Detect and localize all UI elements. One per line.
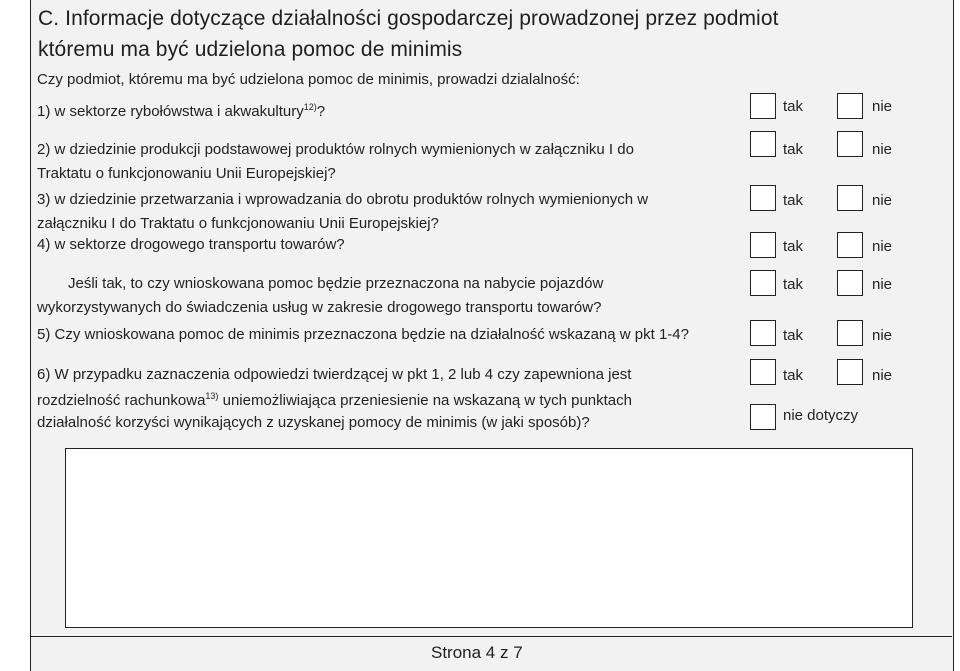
q3-yes-label: tak: [783, 192, 804, 209]
q4-yes-checkbox[interactable]: [750, 232, 776, 258]
question-2-line2: Traktatu o funkcjonowaniu Unii Europejskiej?: [37, 165, 336, 182]
question-4: 4) w sektorze drogowego transportu towarów?: [37, 236, 345, 253]
question-1-text: 1) w sektorze rybołówstwa i akwakultury: [37, 103, 304, 120]
page-number: Strona 4 z 7: [431, 643, 523, 662]
q2-yes-checkbox[interactable]: [750, 131, 776, 157]
question-1-suffix: ?: [316, 103, 326, 120]
q4a-yes-checkbox[interactable]: [750, 270, 776, 296]
q5-yes-label: tak: [783, 327, 804, 344]
question-5: 5) Czy wnioskowana pomoc de minimis przeznaczona będzie na działalność wskazaną w pkt 1-4?: [37, 326, 689, 343]
q1-no-checkbox[interactable]: [837, 93, 863, 119]
q5-no-label: nie: [872, 327, 893, 344]
q5-no-checkbox[interactable]: [837, 320, 863, 346]
q6-no-label: nie: [872, 367, 893, 384]
q4-yes-label: tak: [783, 238, 804, 255]
q6-no-checkbox[interactable]: [837, 359, 863, 385]
q1-yes-label: tak: [783, 98, 804, 115]
q6-answer-textbox[interactable]: [65, 448, 913, 628]
section-title-line1: C. Informacje dotyczące działalności gospodarczej prowadzonej przez podmiot: [38, 7, 779, 30]
footnote-ref-13: 13): [205, 391, 219, 401]
q4a-no-checkbox[interactable]: [837, 270, 863, 296]
footnote-ref-12: 12): [303, 102, 317, 112]
q4a-yes-label: tak: [783, 276, 804, 293]
q2-no-label: nie: [872, 141, 893, 158]
q4a-no-label: nie: [872, 276, 893, 293]
q1-no-label: nie: [872, 98, 893, 115]
q3-no-checkbox[interactable]: [837, 185, 863, 211]
q3-yes-checkbox[interactable]: [750, 185, 776, 211]
q5-yes-checkbox[interactable]: [750, 320, 776, 346]
q1-yes-checkbox[interactable]: [750, 93, 776, 119]
question-6-line2-a: rozdzielność rachunkowa: [37, 392, 206, 409]
q2-no-checkbox[interactable]: [837, 131, 863, 157]
question-6-line3: działalność korzyści wynikających z uzyskanej pomocy de minimis (w jaki sposób)?: [37, 414, 590, 431]
question-6-line1: 6) W przypadku zaznaczenia odpowiedzi twierdzącej w pkt 1, 2 lub 4 czy zapewniona jest: [37, 366, 632, 383]
q3-no-label: nie: [872, 192, 893, 209]
question-1: [37, 102, 325, 120]
question-6-line2: [37, 391, 632, 409]
section-title-line2: któremu ma być udzielona pomoc de minimis: [38, 38, 463, 61]
question-3-line2: załączniku I do Traktatu o funkcjonowaniu Unii Europejskiej?: [37, 215, 439, 232]
question-4a-line2: wykorzystywanych do świadczenia usług w zakresie drogowego transportu towarów?: [37, 299, 602, 316]
q6-yes-checkbox[interactable]: [750, 359, 776, 385]
q6-not-applicable-label: nie dotyczy: [783, 407, 859, 424]
intro-question: Czy podmiot, któremu ma być udzielona pomoc de minimis, prowadzi dzialalność:: [37, 71, 580, 88]
q6-not-applicable-checkbox[interactable]: [750, 404, 776, 430]
question-4a-line1: Jeśli tak, to czy wnioskowana pomoc będzie przeznaczona na nabycie pojazdów: [68, 275, 604, 292]
q4-no-label: nie: [872, 238, 893, 255]
question-6-line2-b: uniemożliwiająca przeniesienie na wskazaną w tych punktach: [218, 392, 632, 409]
form-page: [30, 0, 954, 671]
q6-yes-label: tak: [783, 367, 804, 384]
question-2-line1: 2) w dziedzinie produkcji podstawowej produktów rolnych wymienionych w załączniku I do: [37, 141, 634, 158]
question-3-line1: 3) w dziedzinie przetwarzania i wprowadzania do obrotu produktów rolnych wymienionych w: [37, 191, 649, 208]
q2-yes-label: tak: [783, 141, 804, 158]
footer-divider: [31, 636, 952, 637]
q4-no-checkbox[interactable]: [837, 232, 863, 258]
